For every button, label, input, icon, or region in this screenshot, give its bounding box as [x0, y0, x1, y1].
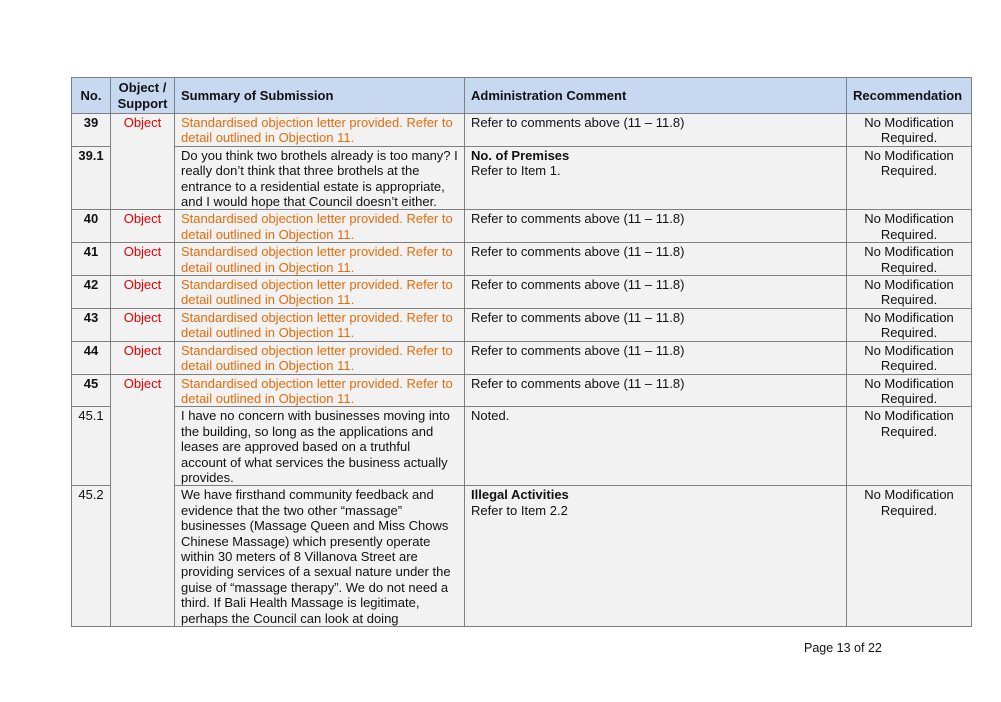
admin-text: Refer to Item 1.: [471, 163, 561, 179]
row-recommendation: No Modification Required.: [847, 374, 972, 407]
header-admin-comment: Administration Comment: [465, 78, 847, 114]
row-recommendation: No Modification Required.: [847, 210, 972, 243]
row-recommendation: No Modification Required.: [847, 114, 972, 147]
row-admin-comment: Refer to comments above (11 – 11.8): [465, 276, 847, 309]
row-summary: Standardised objection letter provided. Refer to detail outlined in Objection 11.: [175, 276, 465, 309]
row-type: Object: [111, 374, 175, 627]
row-recommendation: No Modification Required.: [847, 308, 972, 341]
row-number: 45.2: [72, 486, 111, 627]
row-summary: Standardised objection letter provided. Refer to detail outlined in Objection 11.: [175, 210, 465, 243]
row-type: Object: [111, 243, 175, 276]
table-row: [72, 308, 972, 341]
row-recommendation: No Modification Required.: [847, 146, 972, 210]
table-row: [72, 243, 972, 276]
row-recommendation: No Modification Required.: [847, 276, 972, 309]
row-admin-comment: Refer to comments above (11 – 11.8): [465, 210, 847, 243]
row-recommendation: No Modification Required.: [847, 407, 972, 486]
row-number: 45.1: [72, 407, 111, 486]
row-recommendation: No Modification Required.: [847, 486, 972, 627]
row-admin-comment: Refer to comments above (11 – 11.8): [465, 374, 847, 407]
row-type: Object: [111, 210, 175, 243]
row-admin-comment: Refer to comments above (11 – 11.8): [465, 243, 847, 276]
header-recommendation: Recommendation: [847, 78, 972, 114]
row-number: 40: [72, 210, 111, 243]
row-summary: Do you think two brothels already is too many? I really don’t think that three brothels at the entrance to a residential estate is appropriate, and I would hope that Council doesn’t either.: [175, 146, 465, 210]
table-row: [72, 407, 972, 486]
submissions-table: [71, 77, 972, 627]
row-summary: I have no concern with businesses moving into the building, so long as the applications and leases are approved based on a truthful account of what services the business actually provides.: [175, 407, 465, 486]
table-row: [72, 276, 972, 309]
row-recommendation: No Modification Required.: [847, 341, 972, 374]
row-admin-comment: Refer to comments above (11 – 11.8): [465, 341, 847, 374]
row-recommendation: No Modification Required.: [847, 243, 972, 276]
row-admin-comment: [465, 486, 847, 627]
row-number: 43: [72, 308, 111, 341]
page-number: Page 13 of 22: [804, 641, 882, 655]
table-header-row: [72, 78, 972, 114]
row-number: 44: [72, 341, 111, 374]
row-type: Object: [111, 341, 175, 374]
row-admin-comment: [465, 146, 847, 210]
row-number: 42: [72, 276, 111, 309]
row-admin-comment: Refer to comments above (11 – 11.8): [465, 308, 847, 341]
row-summary: Standardised objection letter provided. Refer to detail outlined in Objection 11.: [175, 341, 465, 374]
admin-text: Refer to Item 2.2: [471, 502, 568, 518]
row-number: 45: [72, 374, 111, 407]
header-summary: Summary of Submission: [175, 78, 465, 114]
row-summary: Standardised objection letter provided. Refer to detail outlined in Objection 11.: [175, 308, 465, 341]
table-row: [72, 374, 972, 407]
row-type: Object: [111, 276, 175, 309]
row-type: Object: [111, 114, 175, 210]
table-row: [72, 146, 972, 210]
admin-heading: No. of Premises: [471, 147, 570, 163]
table-row: [72, 341, 972, 374]
admin-heading: Illegal Activities: [471, 487, 569, 503]
row-number: 39: [72, 114, 111, 147]
table-row: [72, 210, 972, 243]
table-row: [72, 486, 972, 627]
row-number: 41: [72, 243, 111, 276]
row-summary: Standardised objection letter provided. Refer to detail outlined in Objection 11.: [175, 243, 465, 276]
row-admin-comment: Refer to comments above (11 – 11.8): [465, 114, 847, 147]
row-summary: Standardised objection letter provided. Refer to detail outlined in Objection 11.: [175, 114, 465, 147]
row-summary: We have firsthand community feedback and evidence that the two other “massage” businesses (Massage Queen and Miss Chows Chinese Massage) which presently operate within 30 meters of 8 Villanova Street are providing services of a sexual nature under the guise of “massage therapy”. We do not need a third. If Bali Health Massage is legitimate, perhaps the Council can look at doing: [175, 486, 465, 627]
row-admin-comment: Noted.: [465, 407, 847, 486]
table-row: [72, 114, 972, 147]
row-summary: Standardised objection letter provided. Refer to detail outlined in Objection 11.: [175, 374, 465, 407]
row-number: 39.1: [72, 146, 111, 210]
header-no: No.: [72, 78, 111, 114]
header-object-support: Object / Support: [111, 78, 175, 114]
row-type: Object: [111, 308, 175, 341]
